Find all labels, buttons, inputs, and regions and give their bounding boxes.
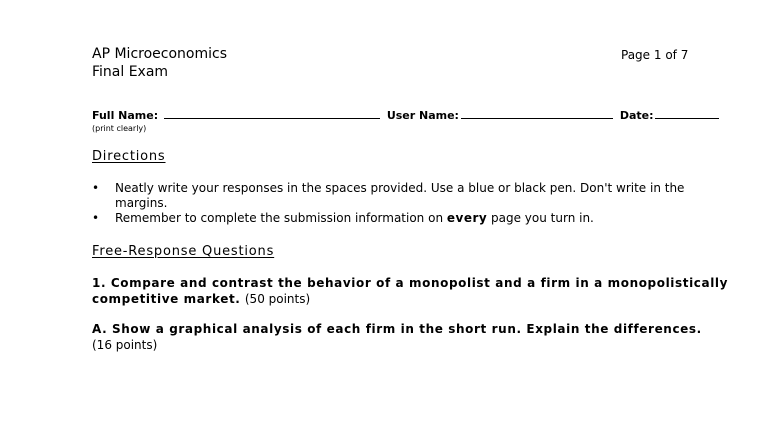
question-text: 1. Compare and contrast the behavior of a monopolist and a firm in a monopolistically competitive market.	[92, 276, 729, 306]
question-a	[92, 322, 732, 353]
question-points: (50 points)	[244, 291, 311, 306]
date-field[interactable]	[655, 107, 719, 119]
date-label: Date:	[619, 109, 654, 122]
user-name-label: User Name:	[386, 109, 459, 122]
directions-item	[92, 181, 712, 211]
bullet-icon: •	[92, 181, 100, 195]
bullet-icon: •	[92, 211, 100, 225]
full-name-field[interactable]	[164, 107, 380, 119]
directions-item-text-before: Remember to complete the submission information on	[115, 211, 447, 225]
page-number: Page 1 of 7	[621, 48, 689, 62]
exam-title: Final Exam	[92, 64, 169, 80]
directions-item	[92, 211, 712, 226]
question-1	[92, 276, 732, 307]
question-points: (16 points)	[92, 337, 158, 352]
submission-info-line	[92, 107, 719, 123]
directions-item-text-after: page you turn in.	[487, 211, 594, 225]
question-text: A. Show a graphical analysis of each firm in the short run. Explain the differences.	[92, 322, 702, 336]
directions-item-text: Neatly write your responses in the spaces provided. Use a blue or black pen. Don't write in the margins.	[115, 181, 685, 210]
full-name-label: Full Name:	[92, 109, 159, 122]
free-response-heading: Free-Response Questions	[92, 244, 275, 259]
directions-item-emphasis: every	[446, 211, 488, 225]
directions-heading: Directions	[92, 149, 166, 164]
user-name-field[interactable]	[461, 107, 613, 119]
directions-list	[92, 181, 712, 226]
print-hint: (print clearly)	[92, 124, 147, 133]
course-title: AP Microeconomics	[92, 46, 227, 62]
